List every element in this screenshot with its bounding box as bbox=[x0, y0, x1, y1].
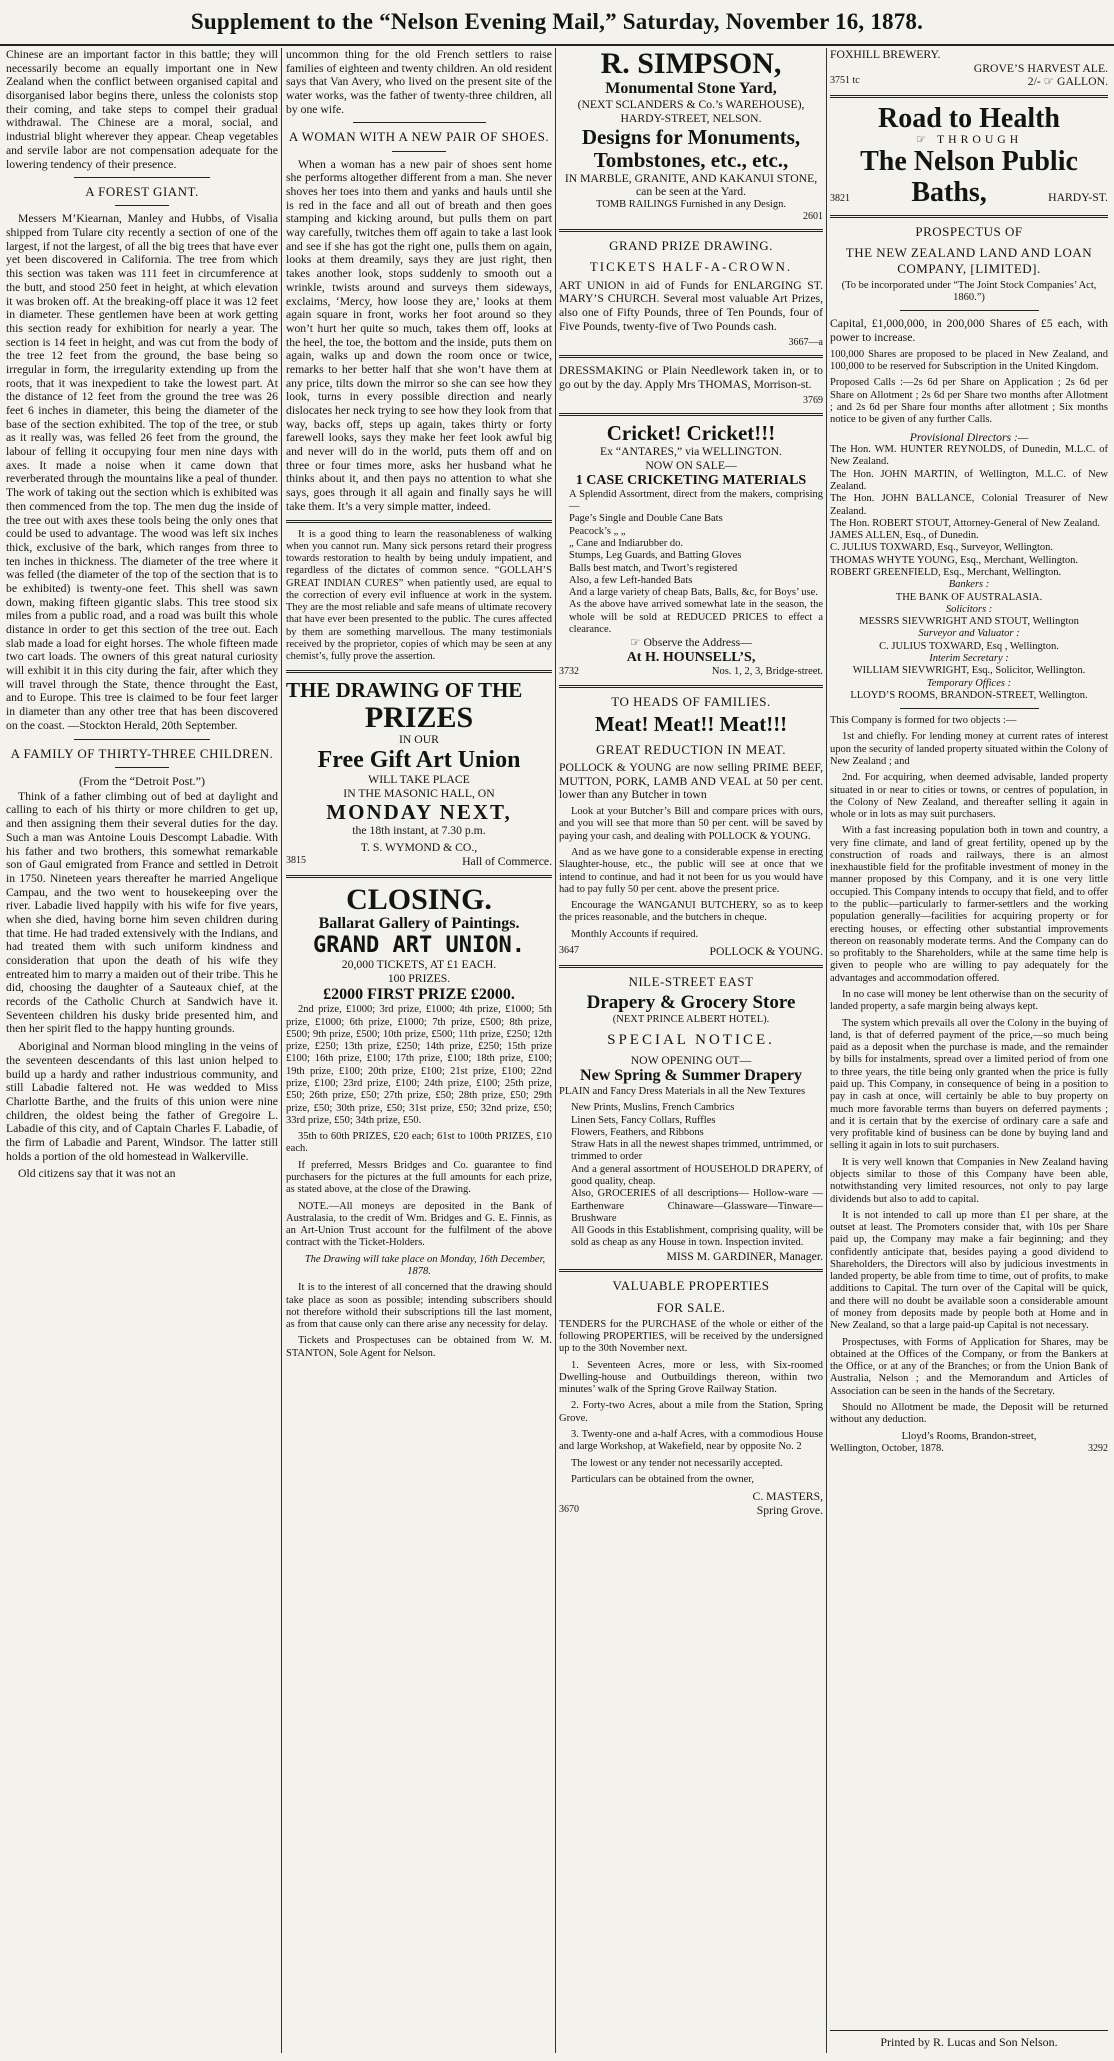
advert-line: IN OUR bbox=[399, 733, 439, 747]
pointing-hand-icon: ☞ bbox=[915, 133, 931, 147]
article-text: Think of a father climbing out of bed at daylight and calling to each of his thirty or more children to get up, and then assigning them their several duties for the day. Such a man was Antoine Louis Descompt Labadie. With his father and two brothers, this somewhat remarkable son of Gaul emigrated from France and settled in Detroit in 1750. Nineteen years thereafter he married Angelique Campau, and the two went to housekeeping over the river. Labadie lived happily with his wife for five years, when she died, having borne him seven children during that time. He had traded extensively with the Indians, and had treated them with such uniform kindness and consideration that upon the death of his wife they entreated him to marry a maiden out of their tribe. This he did, choosing the daughter of a Sauteaux chief, at the records of the Catholic Church at Sandwich have it. Seventeen children his dusky bride presented him, and then her spirit fled to the happy hunting grounds. bbox=[6, 789, 278, 1036]
advert-heading: 1 CASE CRICKETING MATERIALS bbox=[575, 472, 807, 488]
advert-heading: Drapery & Grocery Store bbox=[586, 991, 796, 1013]
advert-line: T. S. WYMOND & CO., bbox=[360, 841, 478, 855]
advert-line: 20,000 TICKETS, AT £1 EACH. bbox=[341, 958, 497, 972]
article-source: (From the “Detroit Post.”) bbox=[79, 773, 205, 788]
advert-line: the 18th instant, at 7.30 p.m. bbox=[352, 823, 486, 837]
advert-line: IN MARBLE, GRANITE, AND KAKANUI STONE, bbox=[564, 171, 818, 185]
article-text: Aboriginal and Norman blood mingling in the veins of the seventeen descendants of this last union helped to build up a hardy and rather industrious community, and still Labadie faltered not. He was wedded to Miss Charlotte Barthe, and the fruits of this union were nine children, the oldest being the father of Gregoire L. Labadie of this city, and of Captain Charles F. Labadie, of the firm of Labadie and Parent, Windsor. The latter still holds a portion of the old homestead in Walkerville. bbox=[6, 1040, 278, 1163]
advert-line: Solicitors : bbox=[945, 603, 993, 615]
advert-line: WILLIAM SIEVWRIGHT, Esq., Solicitor, Wellington. bbox=[852, 665, 1086, 677]
advert-line: Temporary Offices : bbox=[926, 677, 1012, 689]
advert-line: Surveyor and Valuator : bbox=[918, 628, 1020, 640]
divider bbox=[559, 685, 823, 688]
advert-line: Straw Hats in all the newest shapes trimmed, untrimmed, or trimmed to order bbox=[571, 1139, 823, 1163]
advert-text: And as we have gone to a considerable expense in erecting Slaughter-house, etc., the public will see at once that we intend to continue, and had it not been for us you would have had to pay fully 50 per cent. above the present price. bbox=[559, 847, 823, 895]
column-rule bbox=[555, 48, 556, 2053]
advert-heading: The Nelson Public bbox=[860, 146, 1078, 178]
advert-heading: CLOSING. bbox=[346, 882, 492, 916]
column-rule bbox=[281, 48, 282, 2053]
advert-heading: THE NEW ZEALAND LAND AND LOAN COMPANY, [LIMITED]. bbox=[845, 245, 1093, 276]
advert-heading: SPECIAL NOTICE. bbox=[607, 1032, 775, 1049]
pointing-hand-icon: ☞ bbox=[630, 636, 641, 650]
advert-text: Tickets and Prospectuses can be obtained from W. M. STANTON, Sole Agent for Nelson. bbox=[286, 1335, 552, 1359]
advert-text: DRESSMAKING or Plain Needlework taken in, or to go out by the day. Apply Mrs THOMAS, Morrison-st. bbox=[559, 363, 823, 391]
advert-line: THE BANK OF AUSTRALASIA. bbox=[895, 591, 1043, 603]
article-text: When a woman has a new pair of shoes sent home she performs altogether different from a man. She never shoves her toes into them and yanks and hauls until she is red in the face and all out of breath and then goes stamping and kicking around, but pulls them on part way carefully, twitches them off again to take a last look and see if she has got the right one, pulls them on again, looks at them dreamily, says they are just right, then takes another look, stops suddenly to smooth out a wrinkle, twists around and surveys them sideways, exclaims, ‘Mercy, how loose they are,’ looks at them again square in front, works her foot around so they won’t hurt her quite so much, takes them off, looks at the heel, the toe, the bottom and the inside, puts them on again, walks up and down the room once or twice, remarks to her better half that she won’t have them at any price, tilts down the mirror so she can see how they look, turns in every possible direction and nearly dislocates her neck trying to see how they look from that way, backs off, steps up again, takes thirty or forty farewell looks, says they make her feet look awful big and never will do in the world, puts them off and on three or four times more, asks her husband what he thinks about it, and then pays no attention to what she says, goes through it all again and finally says he will take them. It’s a very simple matter, indeed. bbox=[286, 157, 552, 513]
advert-heading: GRAND ART UNION. bbox=[313, 933, 525, 959]
advert-text: The Drawing will take place on Monday, 16th December, 1878. bbox=[304, 1253, 546, 1277]
advert-line bbox=[559, 636, 823, 650]
advert-line: can be seen at the Yard. bbox=[635, 185, 747, 199]
advert-line: Linen Sets, Fancy Collars, Ruffles bbox=[571, 1114, 716, 1126]
advert-line: Peacock’s „ „ bbox=[569, 525, 626, 537]
director-line: THOMAS WHYTE YOUNG, Esq., Merchant, Wellington. bbox=[830, 554, 1079, 566]
advert-heading: Free Gift Art Union bbox=[317, 746, 521, 773]
advert-text: It is to the interest of all concerned that the drawing should take place as soon as possible; intending subscribers should not therefore withold their subscriptions till the last moment, as from that cause only can there arise any necessity for delay. bbox=[286, 1282, 552, 1331]
advert-text: 35th to 60th PRIZES, £20 each; 61st to 100th PRIZES, £10 each. bbox=[286, 1131, 552, 1155]
advert-text: Should no Allotment be made, the Deposit will be returned without any deduction. bbox=[830, 1402, 1108, 1426]
advert-heading: NILE-STREET EAST bbox=[628, 973, 754, 989]
advert-line: WILL TAKE PLACE bbox=[368, 773, 470, 787]
advert-text: 1. Seventeen Acres, more or less, with Six-roomed Dwelling-house and Outbuildings thereon, within two minutes’ walk of the Spring Grove Railway Station. bbox=[559, 1359, 823, 1396]
advert-line: And a general assortment of HOUSEHOLD DRAPERY, of good quality, cheap. bbox=[571, 1163, 823, 1187]
advert-text: Look at your Butcher’s Bill and compare prices with ours, and you will see that more than 50 per cent. will be saved by paying your cash, and dealing with POLLOCK & YOUNG. bbox=[559, 806, 823, 842]
divider bbox=[559, 229, 823, 232]
advert-line: And a large variety of cheap Bats, Balls, &c, for Boys’ use. bbox=[569, 587, 818, 599]
advert-text: This Company is formed for two objects :— bbox=[830, 715, 1017, 727]
article-title: A FAMILY OF THIRTY-THREE CHILDREN. bbox=[10, 745, 274, 761]
divider bbox=[286, 520, 552, 523]
advert-text: POLLOCK & YOUNG are now selling PRIME BEEF, MUTTON, PORK, LAMB AND VEAL at 50 per cent. lower than any Butcher in town bbox=[559, 761, 823, 802]
divider bbox=[900, 708, 1039, 709]
advert-line: Interim Secretary : bbox=[929, 652, 1009, 664]
advert-number: 3751 tc bbox=[830, 75, 860, 87]
advert-signature: POLLOCK & YOUNG. bbox=[709, 944, 823, 958]
advert-text: Capital, £1,000,000, in 200,000 Shares of £5 each, with power to increase. bbox=[830, 317, 1108, 345]
advert-heading: Baths, bbox=[911, 176, 987, 208]
advert-line: THROUGH bbox=[937, 133, 1023, 147]
article-text: uncommon thing for the old French settlers to raise families of eighteen and twenty children. An old resident says that Van Avery, who lived on the present site of the water works, was the father of twenty-three children, all by one wife. bbox=[286, 48, 552, 116]
advert-heading: THE DRAWING OF THE bbox=[286, 677, 523, 702]
advert-text: 2nd prize, £1000; 3rd prize, £1000; 4th prize, £1000; 5th prize, £1000; 6th prize, £1000; 7th prize, £500; 8th prize, £500; 9th prize, £500; 10th prize, £500; 11th prize, £250; 12th prize, £250; 13th prize, £250; 14th prize, £250; 15th prize £100; 16th prize, £100; 17th prize, £100; 18th prize, £100; 19th prize, £100; 20th prize, £100; 21st prize, £100; 22nd prize, £100; 23rd prize, £100; 24th prize, £100; 25th prize, £50; 26th prize, £50; 27th prize, £50; 28th prize, £50; 29th prize, £50; 30th prize, £50; 31st prize, £50; 32nd prize, £50; 33rd prize, £50; 34th prize, £50. bbox=[286, 1004, 552, 1126]
director-line: The Hon. JOHN BALLANCE, Colonial Treasurer of New Zealand. bbox=[830, 493, 1108, 517]
advert-text: Encourage the WANGANUI BUTCHERY, so as to keep the prices reasonable, and the butchers in cheque. bbox=[559, 900, 823, 924]
advert-heading: Road to Health bbox=[878, 103, 1060, 135]
advert-heading: Designs for Monuments, Tombstones, etc., etc., bbox=[581, 124, 801, 172]
advert-heading: £2000 FIRST PRIZE £2000. bbox=[323, 985, 515, 1003]
advert-line: Wellington, October, 1878. bbox=[830, 1442, 944, 1454]
advert-text: Particulars can be obtained from the owner, bbox=[571, 1473, 754, 1485]
article-text: Old citizens say that it was not an bbox=[18, 1167, 176, 1181]
advert-number: 2601 bbox=[803, 211, 823, 223]
advert-line: Also, GROCERIES of all descriptions— Hollow-ware — Earthenware Chinaware—Glassware—Tinware—Brushware bbox=[571, 1188, 823, 1224]
advert-line: GROVE’S HARVEST ALE. bbox=[973, 61, 1108, 75]
director-line: The Hon. ROBERT STOUT, Attorney-General of New Zealand. bbox=[830, 517, 1100, 529]
advert-heading: GREAT REDUCTION IN MEAT. bbox=[596, 741, 786, 757]
article-text: Messers M’Kiearnan, Manley and Hubbs, of Visalia shipped from Tulare city recently a section of one of the largest, if not the largest, of all the big trees that have ever yet been discovered in California. The tree from which this section was taken was 111 feet in circumference at the butt, and stood 250 feet in height, at which elevation it was broken off. At the breaking-off place it was 12 feet in diameter. These gentlemen have been at work getting this section ready for exhibition for nearly a year. The section is 14 feet in height, and was cut from the body of the tree 12 feet from the ground, the base being so irregular in form, the irregularity extending up from the roots, that it was inexpedient to take the lowest part. At the distance of 12 feet from the ground the tree was 26 feet 6 inches in diameter, this being the diameter of the base of the section exhibited. The top of the tree, or stub as it really was, was felled 26 feet from the ground, the labour of felling it occupying four men nine days with axes. It made a noise when it came down that reverberated through the mountains like a peal of thunder. The work of taking out the section which is exhibited was then commenced from the top. The men dug the inside of the tree out with axes these tools being the only ones that could be used to advantage. The wood was left six inches thick, exclusive of the bark, which ranges from three to ten inches in thickness. The diameter of the tree where it was felled (the diameter of the top of the section that is to be exhibited) is twenty-one feet. This shell was sawn down, making fifteen gigantic slabs. This tree stood six miles from a public road, and a road was built this whole distance in order to get this section of the tree out. Each slab made a load for eight horses. The whole fifteen made two cart loads. The owners of this great natural curiosity will exhibit it in this city during the fair, after which they will travel through the State, thence throught the East, and to Europe. This tree is claimed to be four feet larger in diameter than any other tree that has been discovered on the coast. —Stockton Herald, 20th September. bbox=[6, 212, 278, 732]
advert-line: TOMB RAILINGS Furnished in any Design. bbox=[596, 199, 786, 211]
advert-line: (NEXT SCLANDERS & Co.’s WAREHOUSE), bbox=[577, 98, 805, 112]
advert-text: Prospectuses, with Forms of Application for Shares, may be obtained at the Offices of the Company, or from the Bankers at the Office, or at any of the Branches; or from the Union Bank of Australia, Nelson ; and the Memorandum and Articles of Association can be seen in the hands of the Secretary. bbox=[830, 1336, 1108, 1397]
advert-text: 3. Twenty-one and a-half Acres, with a commodious House and large Workshop, at Wakefield, near by opposite No. 2 bbox=[559, 1428, 823, 1453]
advert-text: 100,000 Shares are proposed to be placed in New Zealand, and 100,000 to be reserved for Subscription in the United Kingdom. bbox=[830, 348, 1108, 373]
divider bbox=[559, 355, 823, 358]
advert-line: C. JULIUS TOXWARD, Esq , Wellington. bbox=[879, 640, 1059, 652]
advert-line: As the above have arrived somewhat late in the season, the whole will be sold at REDUCED PRICES to effect a clearance. bbox=[569, 599, 823, 635]
advert-number: 3670 bbox=[559, 1503, 579, 1515]
divider bbox=[559, 1269, 823, 1272]
advert-heading: Cricket! Cricket!!! bbox=[606, 421, 776, 446]
advert-heading: GRAND PRIZE DRAWING. bbox=[609, 238, 773, 254]
advert-heading: MONDAY NEXT, bbox=[326, 799, 512, 824]
advert-line: HARDY-STREET, NELSON. bbox=[620, 111, 762, 125]
masthead: Supplement to the “Nelson Evening Mail,” Saturday, November 16, 1878. bbox=[0, 0, 1114, 46]
advert-number: 3732 bbox=[559, 666, 579, 678]
column-rule bbox=[826, 48, 827, 2053]
advert-heading: Monumental Stone Yard, bbox=[605, 79, 777, 97]
advert-line: Lloyd’s Rooms, Brandon-street, bbox=[901, 1430, 1037, 1442]
advert-text: Proposed Calls :—2s 6d per Share on Application ; 2s 6d per Share on Allotment ; 2s 6d per Share two months after Allotment ; and 2s 6d per Share four months after allotment ; Six months notice to be given of any further Calls. bbox=[830, 377, 1108, 426]
advert-heading: Meat! Meat!! Meat!!! bbox=[594, 711, 788, 736]
advert-heading: At H. HOUNSELL’S, bbox=[626, 649, 756, 665]
divider bbox=[74, 177, 210, 178]
advert-line: LLOYD’S ROOMS, BRANDON-STREET, Wellington. bbox=[850, 689, 1088, 701]
divider bbox=[286, 670, 552, 673]
advert-line: (NEXT PRINCE ALBERT HOTEL). bbox=[612, 1013, 770, 1025]
advert-text: The system which prevails all over the Colony in the buying of land, is that of deferred payment of the price,—so much being paid as a deposit when the purchase is made, and the remainder by bills for instalments, spread over a limited period of from one to three years, the title being only granted when the price is fully paid up. This Company, in consequence of being in a position to pay in cash at once, will certainly be able to buy property on much more favorable terms than buyers on deferred payments ; and it is certain that by the exercise of ordinary care a safe and very profitable kind of business can be done by buying land and selling it again in lots to suit purchasers. bbox=[830, 1017, 1108, 1152]
column-1 bbox=[6, 48, 278, 2053]
article-title: A WOMAN WITH A NEW PAIR OF SHOES. bbox=[288, 129, 550, 145]
printer-imprint: Printed by R. Lucas and Son Nelson. bbox=[830, 2030, 1108, 2050]
advert-text: NOTE.—All moneys are deposited in the Bank of Australasia, to the credit of Wm. Bridges and G. E. Finnis, as an Art-Union Trust account for the fulfilment of the above contract with the Ticket-Holders. bbox=[286, 1200, 552, 1249]
advert-line: Balls best match, and Twort’s registered bbox=[569, 562, 738, 574]
advert-line: IN THE MASONIC HALL, ON bbox=[343, 786, 495, 800]
advert-signature: MISS M. GARDINER, Manager. bbox=[666, 1249, 823, 1263]
advert-signature: C. MASTERS, bbox=[752, 1490, 823, 1504]
advert-line: A Splendid Assortment, direct from the makers, comprising— bbox=[569, 488, 823, 513]
advert-line: New Prints, Muslins, French Cambrics bbox=[571, 1102, 735, 1114]
advert-line: Page’s Single and Double Cane Bats bbox=[569, 513, 723, 525]
advert-text: Monthly Accounts if required. bbox=[571, 928, 699, 940]
advert-text: It is very well known that Companies in New Zealand having objects similar to those of this Company have been able, notwithstanding very limited resources, not only to pay large dividends but also to add to capital. bbox=[830, 1156, 1108, 1205]
advert-text: TENDERS for the PURCHASE of the whole or either of the following PROPERTIES, will be received by the undersigned up to the 30th November next. bbox=[559, 1318, 823, 1355]
director-line: C. JULIUS TOXWARD, Esq., Surveyor, Wellington. bbox=[830, 542, 1054, 554]
advert-text: The lowest or any tender not necessarily accepted. bbox=[571, 1457, 783, 1469]
advert-line: „ Cane and Indiarubber do. bbox=[569, 538, 683, 549]
advert-heading: PROSPECTUS OF bbox=[915, 224, 1023, 240]
advert-line: 100 PRIZES. bbox=[387, 971, 451, 985]
advert-line: Provisional Directors :— bbox=[909, 430, 1029, 444]
director-line: JAMES ALLEN, Esq., of Dunedin. bbox=[830, 530, 979, 542]
advert-line: Spring Grove. bbox=[756, 1503, 823, 1517]
advert-line: NOW OPENING OUT— bbox=[630, 1053, 752, 1067]
divider bbox=[830, 215, 1108, 218]
director-line: The Hon. WM. HUNTER REYNOLDS, of Dunedin, M.L.C. of New Zealand. bbox=[830, 444, 1108, 468]
advert-line: Flowers, Feathers, and Ribbons bbox=[571, 1126, 704, 1138]
advert-text: If preferred, Messrs Bridges and Co. guarantee to find purchasers for the pictures at the full amounts for each prize, as stated above, at the close of the Drawing. bbox=[286, 1159, 552, 1196]
director-line: The Hon. JOHN MARTIN, of Wellington, M.L.C. of New Zealand. bbox=[830, 468, 1108, 493]
column-3 bbox=[559, 48, 823, 2053]
advert-line: Hall of Commerce. bbox=[462, 855, 552, 869]
advert-line: Ex “ANTARES,” via WELLINGTON. bbox=[599, 445, 783, 459]
advert-text: In no case will money be lent otherwise than on the security of landed property, a safe margin being always kept. bbox=[830, 989, 1108, 1013]
advert-heading: TICKETS HALF-A-CROWN. bbox=[589, 259, 793, 275]
divider bbox=[115, 205, 169, 206]
advert-number: 3292 bbox=[1088, 1442, 1108, 1454]
advert-line: Stumps, Leg Guards, and Batting Gloves bbox=[569, 550, 742, 562]
advert-number: 3769 bbox=[803, 395, 823, 407]
advert-text: 1st and chiefly. For lending money at current rates of interest upon the security of landed property situated within the Colony of New Zealand ; and bbox=[830, 731, 1108, 767]
advert-heading: Ballarat Gallery of Paintings. bbox=[318, 915, 520, 933]
advert-heading: TO HEADS OF FAMILIES. bbox=[611, 693, 771, 709]
divider bbox=[830, 95, 1108, 98]
advert-heading: R. SIMPSON, bbox=[600, 48, 782, 80]
advert-line: (To be incorporated under “The Joint Stock Companies’ Act, 1860.”) bbox=[841, 279, 1097, 304]
advert-number: 3815 bbox=[286, 855, 306, 867]
advert-number: 3667—a bbox=[788, 337, 823, 349]
article-text: Chinese are an important factor in this battle; they will necessarily become an equally important one in New Zealand when the conflict between organised capital and disorganised labor begins there, unless the colonists stop their coming, and take steps to compel their gradual withdrawal. The Chinese are a moral, social, and industrial blight wherever they appear. Cheap vegetables and servile labor are not compensation adequate for the lowering tendency of their presence. bbox=[6, 48, 278, 171]
advert-line: NOW ON SALE— bbox=[645, 458, 737, 472]
advert-heading: New Spring & Summer Drapery bbox=[580, 1067, 802, 1085]
advert-heading: PRIZES bbox=[364, 700, 474, 734]
advert-text: It is a good thing to learn the reasonableness of walking when you cannot run. Many sick persons retard their progress towards restoration to health by being unduly impatient, and regardless of the dictates of common sence. “GOLLAH’S GREAT INDIAN CURES” when patiently used, are equal to the correction of every evil influence at work in the system. They are the most reliable and safe means of ultimate recovery that have ever been presented to the public. The cures affected by them are something marvellous. The many testimonials received by the proprietor, copies of which may be seen at any chemist’s, fully prove the assertion. bbox=[286, 528, 552, 663]
advert-line: HARDY-ST. bbox=[1048, 190, 1108, 204]
advert-line: Nos. 1, 2, 3, Bridge-street. bbox=[711, 666, 823, 678]
column-4 bbox=[830, 48, 1108, 2053]
article-title: A FOREST GIANT. bbox=[85, 184, 199, 200]
divider bbox=[900, 310, 1039, 311]
advert-text: 2. Forty-two Acres, about a mile from the Station, Spring Grove. bbox=[559, 1400, 823, 1424]
director-line: ROBERT GREENFIELD, Esq., Merchant, Wellington. bbox=[830, 567, 1062, 579]
advert-text: With a fast increasing population both in town and country, a very fine climate, and land of great fertility, opened up by the construction of roads and railways, there is an almost inexhaustible field for the profitable investment of money in the manner proposed by this Company, and it is one very little occupied. This Company intends to occupy that field, and to offer to the public—particularly to farmer-settlers and the working population generally—facilities for acquiring property or for erecting houses, or effecting other substantial improvements thereon on reasonably moderate terms. And the Company can do so profitably to the Shareholders, while at the same time help is given to people who are willing to pay adequately for the advantages and accommodation offered. bbox=[830, 825, 1108, 984]
advert-text: 2nd. For acquiring, when deemed advisable, landed property situated in or near to cities or towns, or centres of population, in the Colony of New Zealand, and thereafter selling it again in whole or in lots as may suit purchasers. bbox=[830, 772, 1108, 821]
advert-line: Observe the Address— bbox=[643, 636, 752, 650]
advert-text: It is not intended to call up more than £1 per share, at the outset at least. The Promoters consider that, with 10s per Share paid up, the Company may make a fair beginning; and they confidently anticipate that, besides paying a good dividend to Shareholders, the Directors will also by judicious investments in landed property, be able from time to time, out of profits, to make additions to Capital. The turn over of the Capital will be quick, and there will no doubt be available soon a considerable amount of money from deposits made by people both at Home and in New Zealand, so that a large paid-up Capital is not necessary. bbox=[830, 1209, 1108, 1332]
advert-text: ART UNION in aid of Funds for ENLARGING ST. MARY’S CHURCH. Several most valuable Art Prizes, also one of Fifty Pounds, three of Ten Pounds, four of Five Pounds, twenty-five of Two Pounds cash. bbox=[559, 278, 823, 333]
divider bbox=[392, 151, 445, 152]
divider bbox=[559, 413, 823, 416]
advert-line: Bankers : bbox=[948, 579, 990, 591]
advert-text: PLAIN and Fancy Dress Materials in all the New Textures bbox=[559, 1085, 806, 1097]
advert-line: 2/- ☞ GALLON. bbox=[1027, 75, 1108, 89]
advert-line: Also, a few Left-handed Bats bbox=[569, 574, 693, 586]
divider bbox=[559, 965, 823, 968]
divider bbox=[353, 122, 486, 123]
advert-number: 3647 bbox=[559, 944, 579, 956]
divider bbox=[115, 767, 169, 768]
advert-line bbox=[830, 133, 1108, 147]
advert-line: MESSRS SIEVWRIGHT AND STOUT, Wellington bbox=[859, 616, 1079, 628]
divider bbox=[74, 739, 210, 740]
advert-line: All Goods in this Establishment, comprising quality, will be sold as cheap as any House in town. Inspection invited. bbox=[571, 1225, 823, 1249]
column-2 bbox=[286, 48, 552, 2053]
advert-heading: VALUABLE PROPERTIES bbox=[612, 1278, 770, 1294]
advert-line: FOXHILL BREWERY. bbox=[830, 48, 941, 61]
advert-heading: FOR SALE. bbox=[656, 1299, 726, 1315]
advert-number: 3821 bbox=[830, 192, 850, 204]
divider bbox=[286, 875, 552, 878]
